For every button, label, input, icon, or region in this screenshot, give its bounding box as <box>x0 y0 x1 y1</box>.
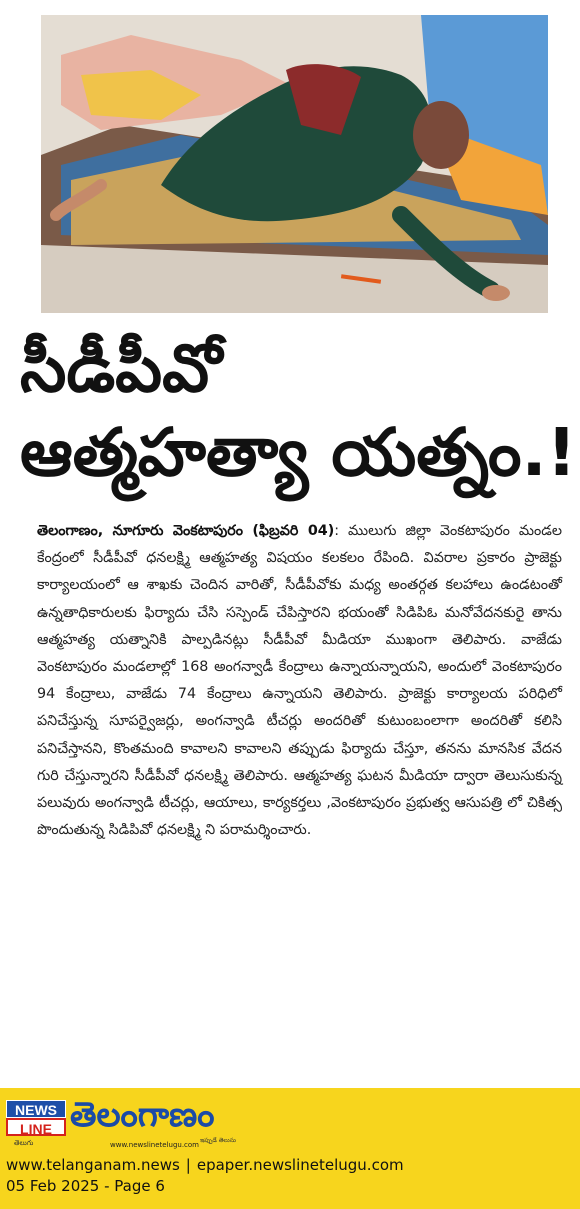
article-text: : ములుగు జిల్లా వెంకటాపురం మండల కేంద్రంలో సీడీపీవో ధనలక్ష్మి ఆత్మహత్య విషయం కలకలం రేపింది. వివరాల ప్రకారం ప్రాజెక్టు కార్యాలయంలో ఆ శాఖకు చెందిన వారితో, సీడీపీవోకు మధ్య అంతర్గత కలహాలు ఉండటంతో ఉన్నతాధికారులకు ఫిర్యాదు చేసి సస్పెండ్ చేపిస్తారని భయంతో సిడిపిఓ మనోవేదనకురై తాను ఆత్మహత్య యత్నానికి పాల్పడినట్లు సీడీపీవో మీడియా ముఖంగా తెలిపారు. వాజేడు వెంకటాపురం మండలాల్లో 168 అంగన్వాడీ కేంద్రాలు ఉన్నాయన్నాయని, అందులో వెంకటాపురం 94 కేంద్రాలు, వాజేడు 74 కేంద్రాలు ఉన్నాయని తెలిపారు. ప్రాజెక్టు కార్యాలయ పరిధిలో పనిచేస్తున్న సూపర్వైజర్లు, అంగన్వాడి టీచర్లు అందరితో కుటుంబంలాగా అందరితో కలిసి పనిచేస్తానని, కొంతమంది కావాలని కావాలని తప్పుడు ఫిర్యాదు చేస్తూ, తనను మానసిక వేదన గురి చేస్తున్నారని సీడీపీవో ధనలక్ష్మి తెలిపారు. ఆత్మహత్య ఘటన మీడియా ద్వారా తెలుసుకున్న పలువురు అంగన్వాడి టీచర్లు, ఆయాలు, కార్యకర్తలు ,వెంకటాపురం ప్రభుత్వ ఆసుపత్రి లో చికిత్స పొందుతున్న సిడిపివో ధనలక్ష్మి ని పరామర్శించారు. <box>37 523 562 839</box>
newsline-logo-sub: తెలుగు <box>14 1139 34 1147</box>
article-dateline: తెలంగాణం, నూగూరు వెంకటాపురం (ఫిబ్రవరి 04) <box>37 523 335 539</box>
telanganam-logo: తెలంగాణం <box>70 1095 215 1135</box>
footer-links <box>6 1156 404 1174</box>
article-body <box>37 518 562 844</box>
newsline-logo-top: NEWS <box>6 1100 66 1118</box>
newsline-logo <box>6 1100 66 1138</box>
telanganam-tagline: ఇప్పుడే తెలుసు <box>200 1137 236 1144</box>
news-photo <box>41 15 548 313</box>
footer-link-epaper[interactable]: epaper.newslinetelugu.com <box>196 1156 404 1174</box>
headline-line-1: సీడీపీవో <box>20 330 222 407</box>
footer-separator: | <box>185 1156 191 1174</box>
footer-link-telanganam[interactable]: www.telanganam.news <box>6 1156 180 1174</box>
logo-url: www.newslinetelugu.com <box>110 1141 199 1149</box>
headline-line-2: ఆత్మహత్యా యత్నం.! <box>20 414 577 491</box>
newsline-logo-bottom: LINE <box>6 1118 66 1136</box>
person-hand <box>482 285 510 301</box>
footer-date-page: 05 Feb 2025 - Page 6 <box>6 1177 165 1195</box>
person-head <box>413 101 469 169</box>
photo-illustration <box>41 15 548 313</box>
